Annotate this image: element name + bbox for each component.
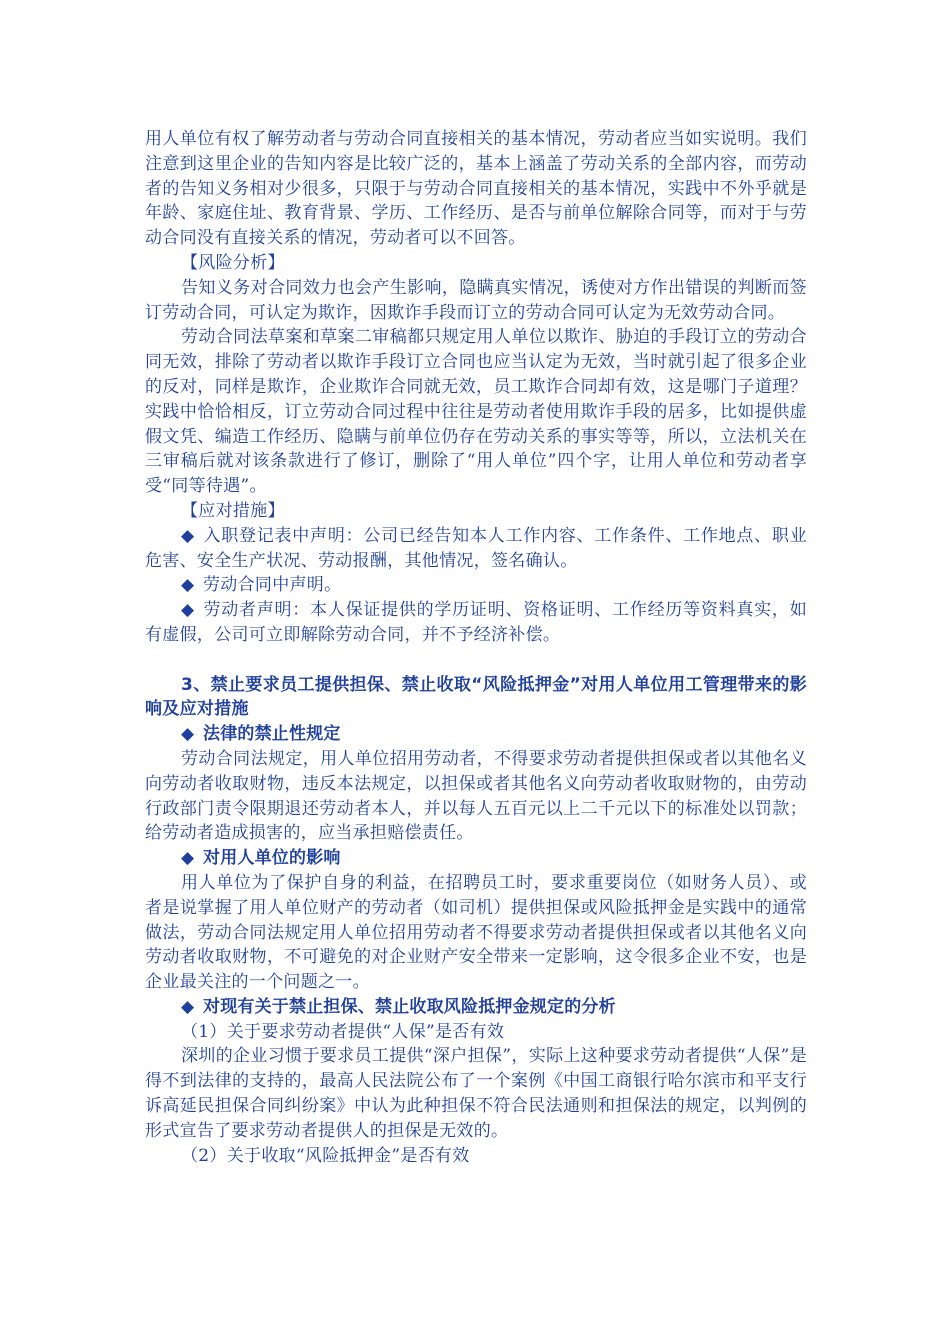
section-3-title: 3、禁止要求员工提供担保、禁止收取“风险抵押金”对用人单位用工管理带来的影响及应对措施 — [145, 674, 807, 720]
paragraph-disclosure-duty: 用人单位有权了解劳动者与劳动合同直接相关的基本情况，劳动者应当如实说明。我们注意到这里企业的告知内容是比较广泛的，基本上涵盖了劳动关系的全部内容，而劳动者的告知义务相对少很多，只限于与劳动合同直接相关的基本情况，实践中不外乎就是年龄、家庭住址、教育背景、学历、工作经历、是否与前单位解除合同等，而对于与劳动合同没有直接关系的情况，劳动者可以不回答。 — [145, 129, 807, 249]
blank-line — [145, 648, 807, 673]
heading-impact-text: 对用人单位的影响 — [203, 848, 341, 869]
heading-analysis — [145, 995, 807, 1020]
diamond-bullet-icon: ◆ — [181, 848, 195, 869]
measure-text-2: 劳动合同中声明。 — [203, 575, 342, 596]
question-2-heading: （2）关于收取“风险抵押金”是否有效 — [181, 1145, 470, 1166]
heading-law-prohibition-text: 法律的禁止性规定 — [203, 724, 341, 745]
diamond-bullet-icon: ◆ — [181, 996, 195, 1017]
paragraph-question-1: 深圳的企业习惯于要求员工提供“深户担保”，实际上这种要求劳动者提供“人保”是得不到法律的支持的，最高人民法院公布了一个案例《中国工商银行哈尔滨市和平支行诉高延民担保合同纠纷案》中认为此种担保不符合民法通则和担保法的规定，以判例的形式宣告了要求劳动者提供人的担保是无效的。 — [145, 1046, 807, 1141]
measure-item-2 — [145, 573, 807, 598]
heading-countermeasures: 【应对措施】 — [181, 500, 285, 521]
diamond-bullet-icon: ◆ — [181, 575, 195, 596]
paragraph-risk-1: 告知义务对合同效力也会产生影响，隐瞒真实情况，诱使对方作出错误的判断而签订劳动合同，可认定为欺诈，因欺诈手段而订立的劳动合同可认定为无效劳动合同。 — [145, 277, 807, 323]
measure-item-3 — [145, 598, 807, 648]
measure-text-3: 劳动者声明：本人保证提供的学历证明、资格证明、工作经历等资料真实，如有虚假，公司可立即解除劳动合同，并不予经济补偿。 — [145, 600, 807, 645]
question-1-heading: （1）关于要求劳动者提供“人保”是否有效 — [181, 1021, 505, 1042]
paragraph-risk-2: 劳动合同法草案和草案二审稿都只规定用人单位以欺诈、胁迫的手段订立的劳动合同无效，排除了劳动者以欺诈手段订立合同也应当认定为无效，当时就引起了很多企业的反对，同样是欺诈，企业欺诈合同就无效，员工欺诈合同却有效，这是哪门子道理？实践中恰恰相反，订立劳动合同过程中往往是劳动者使用欺诈手段的居多，比如提供虚假文凭、编造工作经历、隐瞒与前单位仍存在劳动关系的事实等等，所以，立法机关在三审稿后就对该条款进行了修订，删除了“用人单位”四个字，让用人单位和劳动者享受“同等待遇”。 — [145, 327, 807, 497]
heading-analysis-text: 对现有关于禁止担保、禁止收取风险抵押金规定的分析 — [203, 996, 616, 1017]
paragraph-impact: 用人单位为了保护自身的利益，在招聘员工时，要求重要岗位（如财务人员）、或者是说掌握了用人单位财产的劳动者（如司机）提供担保或风险抵押金是实践中的通常做法，劳动合同法规定用人单位招用劳动者不得要求劳动者提供担保或者以其他名义向劳动者收取财物，不可避免的对企业财产安全带来一定影响，这令很多企业不安，也是企业最关注的一个问题之一。 — [145, 872, 807, 993]
heading-impact — [145, 846, 807, 871]
heading-law-prohibition — [145, 722, 807, 747]
diamond-bullet-icon: ◆ — [181, 724, 195, 745]
measure-text-1: 入职登记表中声明：公司已经告知本人工作内容、工作条件、工作地点、职业危害、安全生产状况、劳动报酬，其他情况，签名确认。 — [145, 525, 807, 571]
document-body — [145, 127, 807, 1168]
heading-risk-analysis: 【风险分析】 — [181, 252, 285, 273]
measure-item-1 — [145, 524, 807, 574]
diamond-bullet-icon: ◆ — [181, 525, 195, 546]
paragraph-law: 劳动合同法规定，用人单位招用劳动者，不得要求劳动者提供担保或者以其他名义向劳动者收取财物，违反本法规定，以担保或者其他名义向劳动者收取财物的，由劳动行政部门责令限期退还劳动者本人，并以每人五百元以上二千元以下的标准处以罚款；给劳动者造成损害的，应当承担赔偿责任。 — [145, 748, 807, 844]
diamond-bullet-icon: ◆ — [181, 600, 195, 621]
